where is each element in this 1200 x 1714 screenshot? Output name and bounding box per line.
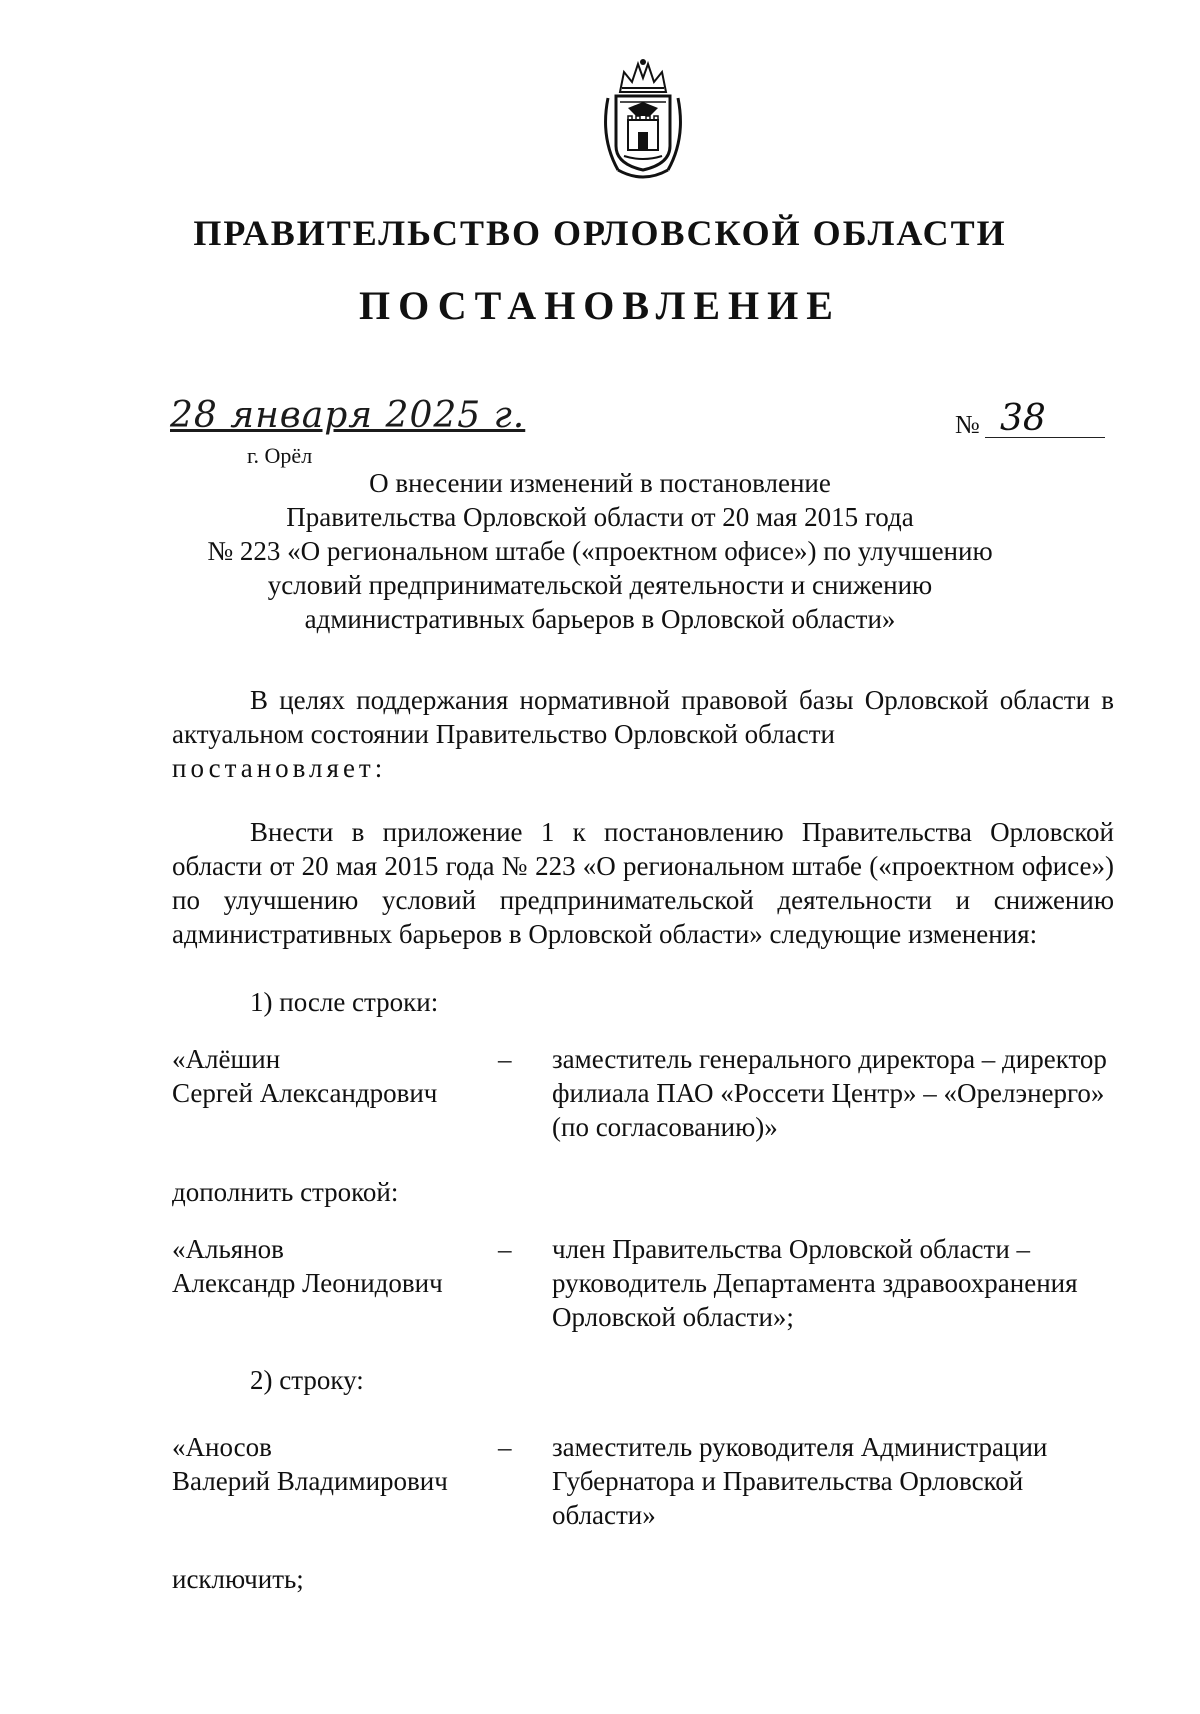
- resolves-word: постановляет:: [172, 753, 387, 783]
- city-label: г. Орёл: [247, 443, 313, 468]
- handwritten-date: 28 января 2025 г.: [170, 395, 526, 436]
- document-type: ПОСТАНОВЛЕНИЕ: [359, 283, 841, 328]
- row-dash: –: [498, 1044, 512, 1074]
- exclude-line: исключить;: [172, 1564, 304, 1594]
- member-given-names: Валерий Владимирович: [172, 1466, 448, 1496]
- number-label: №: [955, 410, 980, 439]
- subject-line: Правительства Орловской области от 20 мая 2015 года: [286, 502, 914, 532]
- subject-line: О внесении изменений в постановление: [369, 468, 831, 498]
- member-position: заместитель руководителя Администрации Губернатора и Правительства Орловской области»: [552, 1432, 1048, 1530]
- member-surname: «Аносов: [172, 1432, 272, 1462]
- preamble-paragraph: В целях поддержания нормативной правовой базы Орловской области в актуальном состоянии Правительство Орловской области: [172, 685, 1114, 749]
- member-surname: «Альянов: [172, 1234, 284, 1264]
- orel-coat-of-arms-icon: [598, 58, 688, 186]
- number-underline: [985, 437, 1105, 438]
- row-dash: –: [498, 1234, 512, 1264]
- member-position: заместитель генерального директора – директор филиала ПАО «Россети Центр» – «Орелэнерго» (по согласованию)»: [552, 1044, 1107, 1142]
- member-name: [172, 1232, 492, 1300]
- member-position: член Правительства Орловской области – руководитель Департамента здравоохранения Орловской области»;: [552, 1234, 1078, 1332]
- main-paragraph: Внести в приложение 1 к постановлению Правительства Орловской области от 20 мая 2015 года № 223 «О региональном штабе («проектном офисе») по улучшению условий предпринимательской деятельности и снижению административных барьеров в Орловской области» следующие изменения:: [172, 817, 1114, 949]
- handwritten-number: 38: [1000, 398, 1046, 439]
- subject-line: административных барьеров в Орловской области»: [304, 604, 896, 634]
- member-name: [172, 1430, 492, 1498]
- subject-line: № 223 «О региональном штабе («проектном офисе») по улучшению: [207, 536, 993, 566]
- add-line: дополнить строкой:: [172, 1177, 399, 1207]
- member-given-names: Александр Леонидович: [172, 1268, 443, 1298]
- member-surname: «Алёшин: [172, 1044, 281, 1074]
- item-1-intro: 1) после строки:: [250, 987, 439, 1017]
- row-dash: –: [498, 1432, 512, 1462]
- item-2-intro: 2) строку:: [250, 1365, 364, 1395]
- member-given-names: Сергей Александрович: [172, 1078, 438, 1108]
- member-name: [172, 1042, 492, 1110]
- document-subject: [150, 466, 1050, 636]
- subject-line: условий предпринимательской деятельности и снижению: [267, 570, 933, 600]
- government-title: ПРАВИТЕЛЬСТВО ОРЛОВСКОЙ ОБЛАСТИ: [193, 213, 1007, 253]
